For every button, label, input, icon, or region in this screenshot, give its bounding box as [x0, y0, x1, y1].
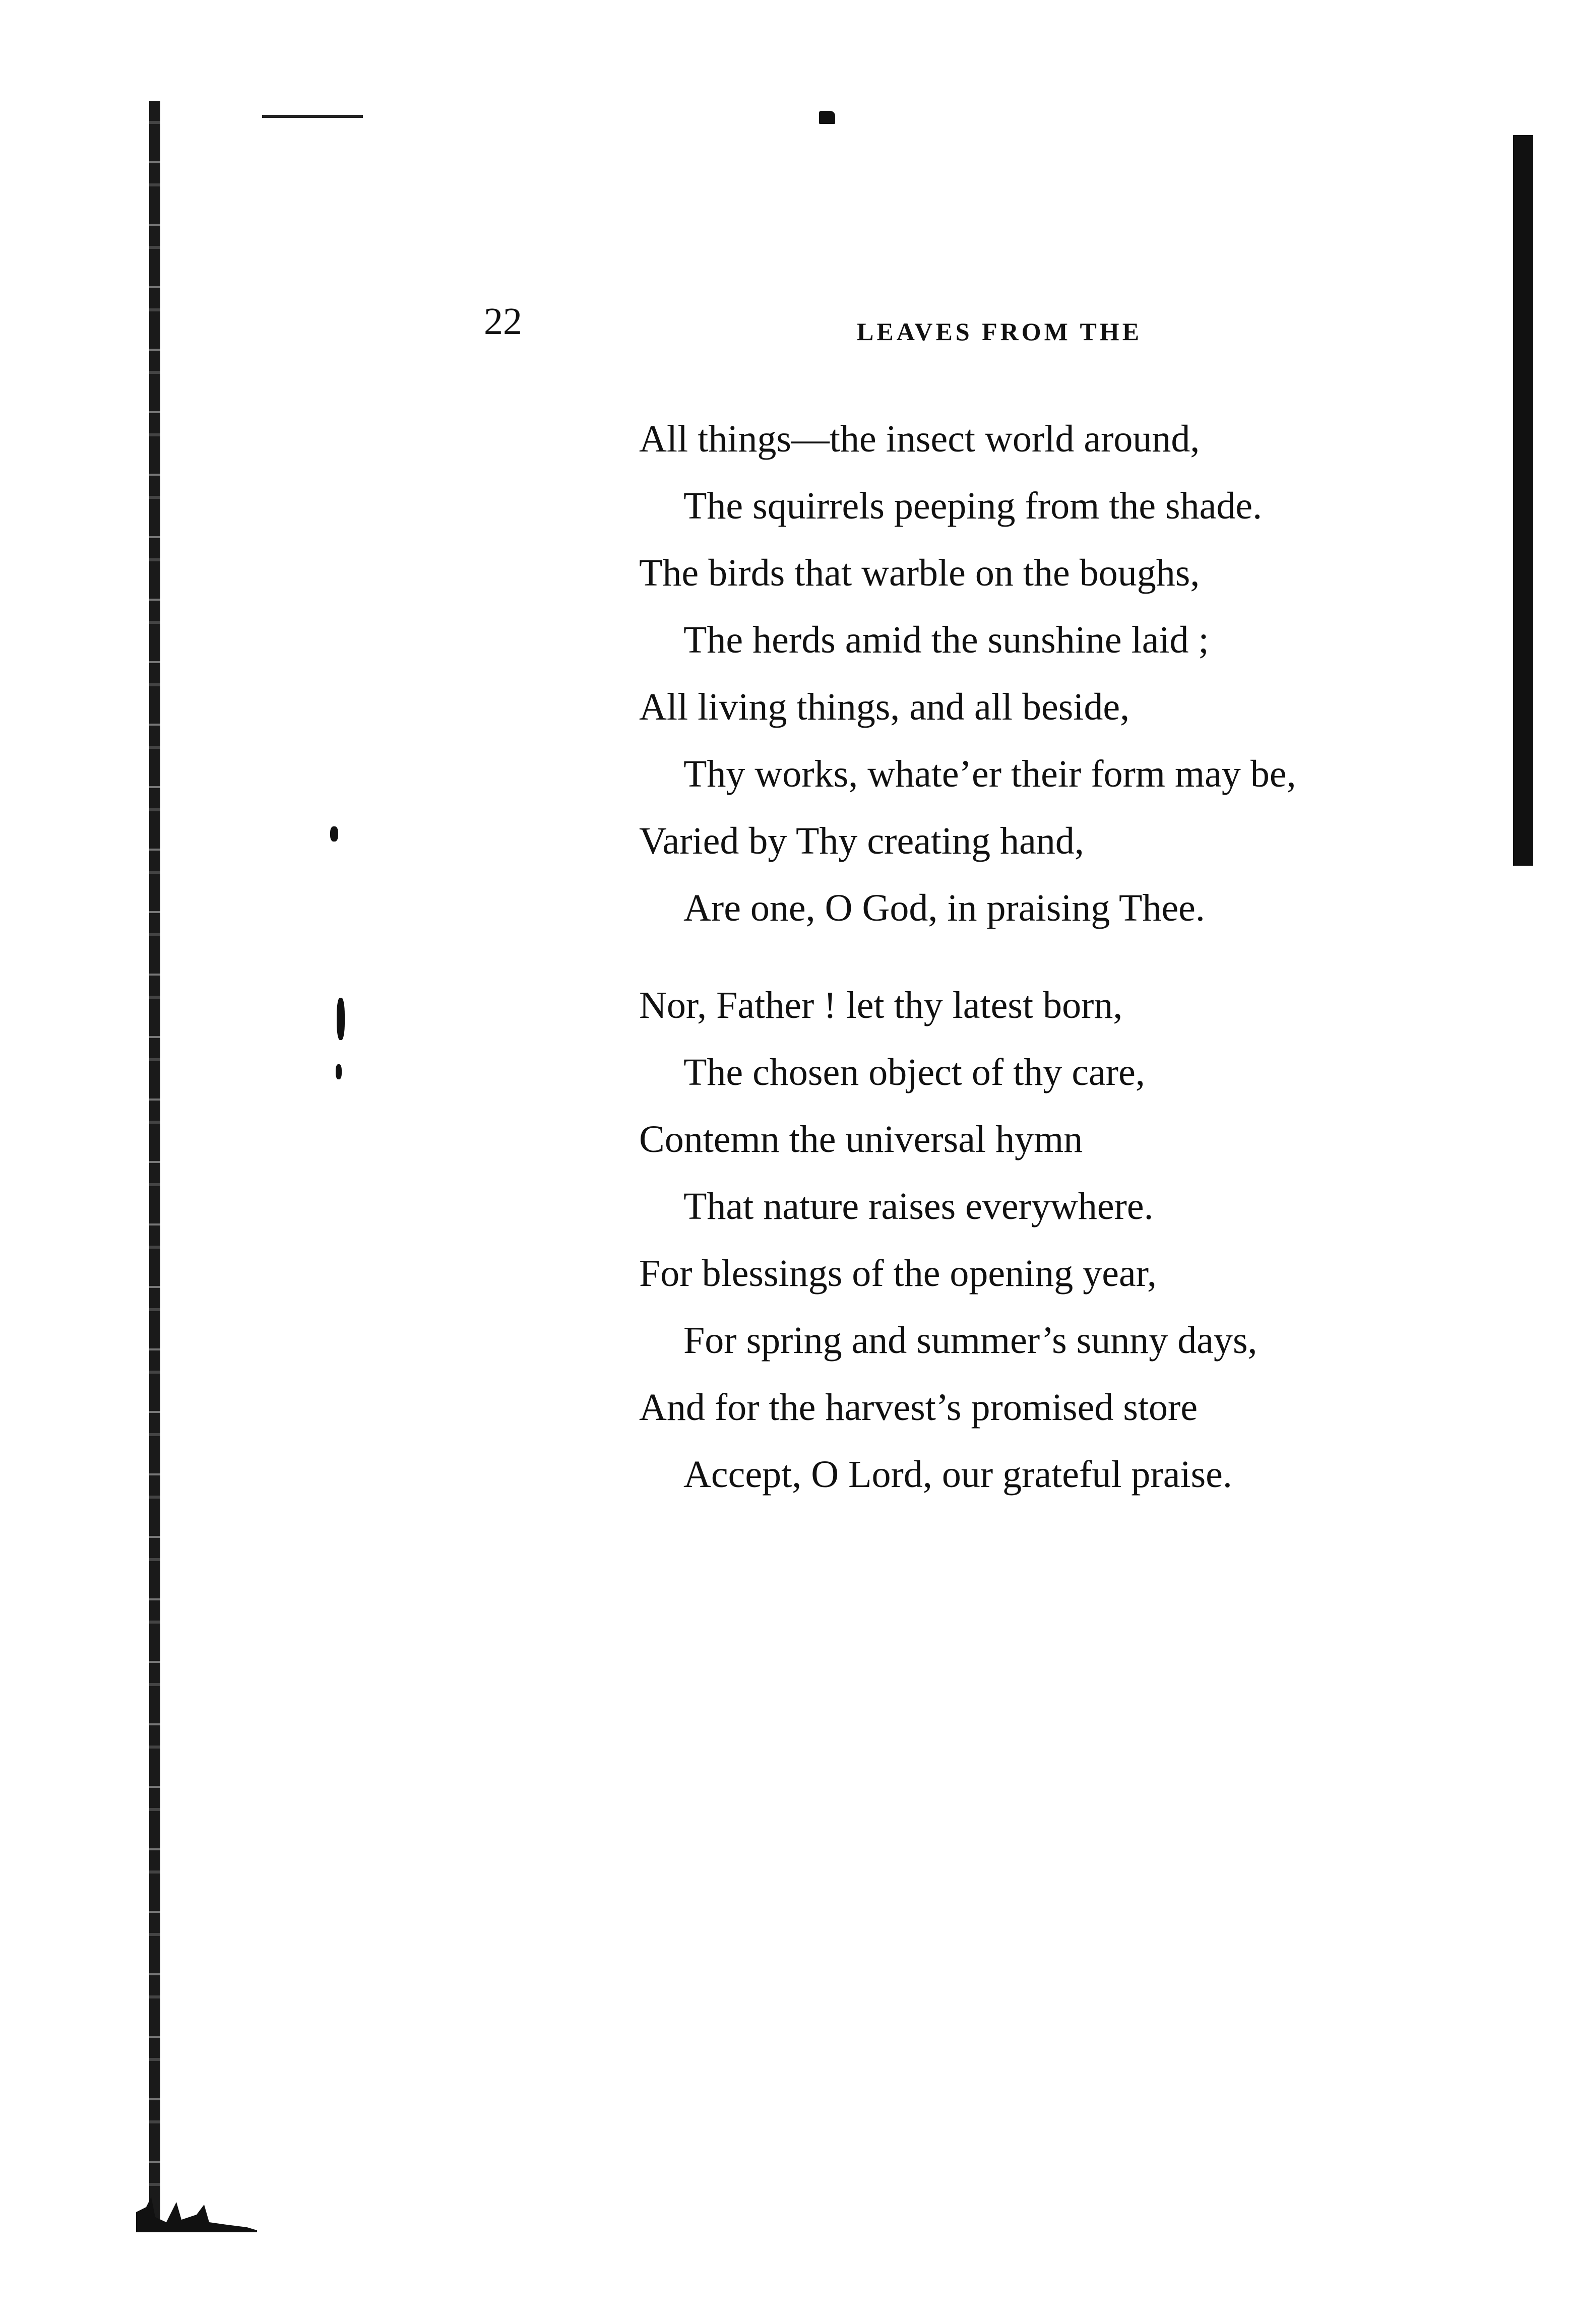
poem-line: Are one, O God, in praising Thee. — [683, 887, 1205, 929]
poem-line: Varied by Thy creating hand, — [639, 820, 1084, 862]
poem-line: That nature raises everywhere. — [683, 1185, 1154, 1228]
poem-line: Contemn the universal hymn — [639, 1118, 1083, 1160]
poem-text — [639, 406, 1296, 1538]
page-number: 22 — [484, 300, 522, 343]
top-dash-artifact — [262, 115, 363, 118]
margin-ink-mark — [336, 1064, 342, 1079]
poem-line: Accept, O Lord, our grateful praise. — [683, 1453, 1232, 1496]
poem-line: The birds that warble on the boughs, — [639, 552, 1200, 594]
margin-ink-mark — [330, 826, 338, 842]
poem-line: Thy works, whate’er their form may be, — [683, 753, 1296, 795]
poem-line: And for the harvest’s promised store — [639, 1386, 1198, 1429]
top-ink-blot — [819, 111, 835, 124]
poem-line: All things—the insect world around, — [639, 418, 1200, 460]
page-spine-shadow — [149, 101, 160, 2232]
running-head: LEAVES FROM THE — [857, 317, 1143, 346]
poem-line: For spring and summer’s sunny days, — [683, 1319, 1257, 1362]
stanza — [639, 406, 1296, 942]
margin-ink-mark — [337, 998, 345, 1040]
poem-line: All living things, and all beside, — [639, 686, 1130, 728]
poem-line: For blessings of the opening year, — [639, 1252, 1157, 1295]
right-edge-shadow — [1513, 135, 1533, 866]
poem-line: The chosen object of thy care, — [683, 1051, 1145, 1093]
poem-line: Nor, Father ! let thy latest born, — [639, 984, 1123, 1026]
poem-line: The squirrels peeping from the shade. — [683, 485, 1263, 527]
stanza — [639, 972, 1296, 1508]
poem-line: The herds amid the sunshine laid ; — [683, 619, 1209, 661]
spine-foot-artifact — [136, 2197, 257, 2232]
